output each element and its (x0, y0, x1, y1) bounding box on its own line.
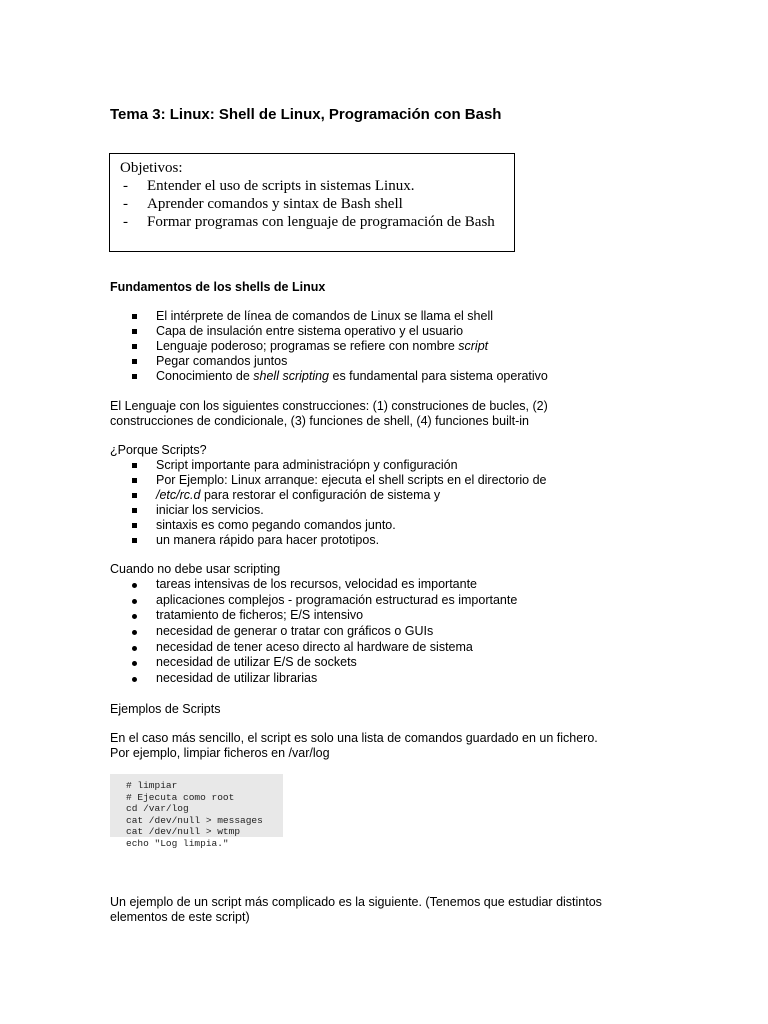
list-item: necesidad de tener aceso directo al hardware de sistema (0, 640, 517, 656)
square-bullet-icon (132, 493, 137, 498)
objective-item: - Formar programas con lenguaje de programación de Bash (123, 214, 495, 230)
fundamentals-heading: Fundamentos de los shells de Linux (110, 280, 326, 294)
square-bullet-icon (132, 523, 137, 528)
round-bullet-icon (132, 599, 137, 604)
list-item: Capa de insulación entre sistema operativo y el usuario (0, 324, 548, 339)
round-bullet-icon (132, 614, 137, 619)
square-bullet-icon (132, 344, 137, 349)
list-item: /etc/rc.d para restorar el configuración de sistema y (0, 488, 547, 503)
why-scripts-list (0, 458, 547, 548)
list-item: necesidad de generar o tratar con gráficos o GUIs (0, 624, 517, 640)
why-scripts-heading: ¿Porque Scripts? (110, 443, 207, 457)
square-bullet-icon (132, 463, 137, 468)
round-bullet-icon (132, 661, 137, 666)
square-bullet-icon (132, 478, 137, 483)
square-bullet-icon (132, 329, 137, 334)
objectives-heading: Objetivos: (120, 160, 183, 176)
objectives-box (109, 153, 515, 252)
list-item: tareas intensivas de los recursos, velocidad es importante (0, 577, 517, 593)
objective-item: - Entender el uso de scripts in sistemas Linux. (123, 178, 415, 194)
list-item: necesidad de utilizar librarias (0, 671, 517, 687)
code-line: cat /dev/null > wtmp (126, 826, 241, 837)
examples-intro: En el caso más sencillo, el script es solo una lista de comandos guardado en un fichero. Por ejemplo, limpiar ficheros en /var/log (110, 731, 598, 760)
square-bullet-icon (132, 314, 137, 319)
square-bullet-icon (132, 359, 137, 364)
objective-item: - Aprender comandos y sintax de Bash shell (123, 196, 403, 212)
round-bullet-icon (132, 677, 137, 682)
code-line: cat /dev/null > messages (126, 814, 263, 826)
list-item: un manera rápido para hacer prototipos. (0, 533, 547, 548)
list-item: iniciar los servicios. (0, 503, 547, 518)
examples-outro: Un ejemplo de un script más complicado es la siguiente. (Tenemos que estudiar distintos elementos de este script) (110, 895, 602, 924)
list-item: sintaxis es como pegando comandos junto. (0, 518, 547, 533)
code-block (110, 774, 283, 849)
code-line: # limpiar (126, 780, 178, 791)
list-item: El intérprete de línea de comandos de Linux se llama el shell (0, 309, 548, 324)
constructions-paragraph: El Lenguaje con los siguientes construcciones: (1) construciones de bucles, (2) construcciones de condicionale, (3) funciones de shell, (4) funciones built-in (110, 399, 548, 428)
code-line: cd /var/log (126, 803, 189, 814)
list-item: Conocimiento de shell scripting es fundamental para sistema operativo (0, 369, 548, 384)
square-bullet-icon (132, 374, 137, 379)
list-item: aplicaciones complejos - programación estructurad es importante (0, 593, 517, 609)
when-not-heading: Cuando no debe usar scripting (110, 562, 281, 576)
list-item: necesidad de utilizar E/S de sockets (0, 655, 517, 671)
when-not-list (0, 577, 517, 687)
list-item: Por Ejemplo: Linux arranque: ejecuta el shell scripts en el directorio de (0, 473, 547, 488)
code-line: # Ejecuta como root (126, 791, 235, 803)
list-item: tratamiento de ficheros; E/S intensivo (0, 608, 517, 624)
code-line: echo "Log limpia." (126, 837, 229, 849)
round-bullet-icon (132, 583, 137, 588)
fundamentals-list (0, 309, 548, 384)
list-item: Lenguaje poderoso; programas se refiere con nombre script (0, 339, 548, 354)
list-item: Script importante para administraciópn y configuración (0, 458, 547, 473)
examples-heading: Ejemplos de Scripts (110, 702, 221, 716)
page-title: Tema 3: Linux: Shell de Linux, Programación con Bash (110, 106, 502, 123)
list-item: Pegar comandos juntos (0, 354, 548, 369)
round-bullet-icon (132, 630, 137, 635)
round-bullet-icon (132, 646, 137, 651)
square-bullet-icon (132, 538, 137, 543)
square-bullet-icon (132, 508, 137, 513)
